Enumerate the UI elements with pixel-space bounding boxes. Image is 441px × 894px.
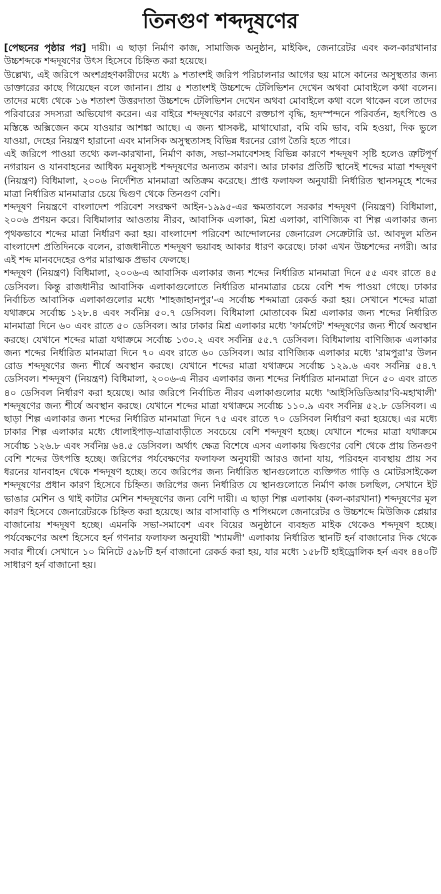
article-headline: তিনগুণ শব্দদূষণের [142,9,299,33]
paragraph-text: দায়ী। এ ছাড়া নির্মাণ কাজ, সামাজিক অনুষ্ঠান, মাইকিং, জেনারেটর এবং কল-কারখানার উচ্চশব্দকে শব্দদূষণের উৎস হিসেবে চিহ্নিত করা হয়েছে। [4,43,437,68]
continued-from-label: [পেছনের পৃষ্ঠার পর] [4,43,87,54]
article-body [4,42,437,572]
article-paragraph-1 [4,42,437,69]
article-paragraph-5: শব্দদূষণ (নিয়ন্ত্রণ) বিধিমালা, ২০০৬-এ আবাসিক এলাকার জন্য শব্দের নির্ধারিত মানমাত্রা দিনে ৫৫ এবং রাতে ৪৫ ডেসিবল। কিন্তু রাজধানীর আবাসিক এলাকাগুলোতে নির্ধারিত মানমাত্রার চেয়ে বেশি শব্দ পাওয়া গেছে। ঢাকার নির্বাচিত আবাসিক এলাকাগুলোর মধ্যে 'শাহজাহানপুর'-এ সর্বোচ্চ শব্দমাত্রা রেকর্ড করা হয়। সেখানে শব্দের মাত্রা যথাক্রমে সর্বোচ্চ ১২৮.৪ এবং সর্বনিম্ন ৫০.৭ ডেসিবল। বিধিমালা মোতাবেক মিশ্র এলাকার জন্য শব্দের নির্ধারিত মানমাত্রা দিনে ৬০ এবং রাতে ৫০ ডেসিবল। আর ঢাকার মিশ্র এলাকার মধ্যে 'ফার্মগেট' শব্দদূষণের জন্য শীর্ষে অবস্থান করছে। যেখানে শব্দের মাত্রা যথাক্রমে সর্বোচ্চ ১৩০.২ এবং সর্বনিম্ন ৫৫.৭ ডেসিবল। বিধিমালায় বাণিজ্যিক এলাকার জন্য শব্দের নির্ধারিত মানমাত্রা দিনে ৭০ এবং রাতে ৬০ ডেসিবল। আর বাণিজ্যিক এলাকার মধ্যে 'রামপুরা'র উলন রোড শব্দদূষণের জন্য শীর্ষে অবস্থান করছে। যেখানে শব্দের মাত্রা যথাক্রমে সর্বোচ্চ ১২৯.৬ এবং সর্বনিম্ন ৫৪.৭ ডেসিবল। শব্দদূষণ (নিয়ন্ত্রণ) বিধিমালা, ২০০৬-এ নীরব এলাকার জন্য শব্দের নির্ধারিত মানমাত্রা দিনে ৫০ এবং রাতে ৪০ ডেসিবল নির্ধারণ করা হয়েছে। আর জরিপে নির্বাচিত নীরব এলাকাগুলোর মধ্যে 'আইসিডিডিআর'বি-মহাখালী' শব্দদূষণের জন্য শীর্ষে অবস্থান করছে। যেখানে শব্দের মাত্রা যথাক্রমে সর্বোচ্চ ১১০.৯ এবং সর্বনিম্ন ৫২.৮ ডেসিবল। এ ছাড়া শিল্প এলাকার জন্য শব্দের নির্ধারিত মানমাত্রা দিনে ৭৫ এবং রাতে ৭০ ডেসিবল নির্ধারণ করা হয়েছে। এর মধ্যে ঢাকার শিল্প এলাকার মধ্যে ধোলাইপাড়-যাত্রাবাড়ীতে সবচেয়ে বেশি শব্দদূষণ হচ্ছে। যেখানে শব্দের মাত্রা যথাক্রমে সর্বোচ্চ ১২৬.৮ এবং সর্বনিম্ন ৬৪.৫ ডেসিবল। অর্থাৎ ক্ষেত্র বিশেষে এসব এলাকায় দ্বিগুণের বেশি থেকে প্রায় তিনগুণ বেশি শব্দের উৎপত্তি হচ্ছে। জরিপের পর্যবেক্ষণের ফলাফল অনুযায়ী আরও জানা যায়, পরিবহন ব্যবস্থায় প্রায় সব ধরনের যানবাহন থেকে শব্দদূষণ হচ্ছে। তবে জরিপের জন্য নির্ধারিত স্থানগুলোতে ব্যক্তিগত গাড়ি ও মোটরসাইকেল শব্দদূষণের প্রধান কারণ হিসেবে চিহ্নিত। জরিপের জন্য নির্ধারিত যে স্থানগুলোতে নির্মাণ কাজ চলছিল, সেখানে ইট ভাঙার মেশিন ও থাই কাটার মেশিন শব্দদূষণের জন্য বেশি দায়ী। এ ছাড়া শিল্প এলাকায় (কল-কারখানা) শব্দদূষণের মূল কারণ হিসেবে জেনারেটরকে চিহ্নিত করা হয়েছে। আর বাসাবাড়ি ও শপিংমলে জেনারেটর ও উচ্চশব্দে মিউজিক প্লেয়ার বাজানোয় শব্দদূষণ হচ্ছে। এমনকি সভা-সমাবেশ এবং বিয়ের অনুষ্ঠানে ব্যবহৃত মাইক থেকেও শব্দদূষণ হচ্ছে। পর্যবেক্ষণের অংশ হিসেবে হর্ন গণনার ফলাফল অনুযায়ী 'শ্যামলী' এলাকায় নির্ধারিত স্থানটি হর্ন বাজানোর দিক থেকে সবার শীর্ষে। সেখানে ১০ মিনিটে ৫৯৮টি হর্ন বাজানো রেকর্ড করা হয়, যার মধ্যে ১৫৮টি হাইড্রোলিক হর্ন এবং ৪৪০টি সাধারণ হর্ন বাজানো হয়। [4,268,437,571]
article-paragraph-3: এই জরিপে পাওয়া তথ্যে কল-কারখানা, নির্মাণ কাজ, সভা-সমাবেশসহ বিভিন্ন কারণে শব্দদূষণ সৃষ্টি হলেও ত্রুটিপূর্ণ নগরায়ন ও যানবাহনের আধিক্য মনুষ্যসৃষ্ট শব্দদূষণের অন্যতম কারণ। আর ঢাকার প্রতিটি স্থানেই শব্দের মাত্রা শব্দদূষণ (নিয়ন্ত্রণ) বিধিমালা, ২০০৬ নির্দেশিত মানমাত্রা অতিক্রম করেছে। প্রাপ্ত ফলাফল অনুযায়ী নির্ধারিত স্থানসমূহে শব্দের মাত্রা নির্ধারিত মানমাত্রার চেয়ে দ্বিগুণ থেকে তিনগুণ বেশি। [4,149,437,200]
article-page [0,6,441,894]
article-paragraph-2: উল্লেখ্য, এই জরিপে অংশগ্রহণকারীদের মধ্যে ৯ শতাংশই জরিপ পরিচালনার আগের ছয় মাসে কানের অসুস্থতার জন্য ডাক্তারের কাছে গিয়েছেন বলে জানান। প্রায় ৫ শতাংশই উচ্চশব্দে টেলিভিশন দেখেন অথবা মোবাইলে কথা বলেন। তাদের মধ্যে থেকে ১৬ শতাংশ উত্তরদাতা উচ্চশব্দে টেলিভিশন দেখেন অথবা মোবাইলে কথা বলে থাকেন বলে তাদের পরিবারের সদস্যরা অভিযোগ করেন। এর বাইরে শব্দদূষণের কারণে রক্তচাপ বৃদ্ধি, হৃদস্পন্দনে পরিবর্তন, হৃৎপিণ্ডে ও মস্তিষ্কে অক্সিজেন কমে যাওয়ার আশঙ্কা আছে। এ জন্য শ্বাসকষ্ট, মাথাঘোরা, বমি বমি ভাব, বমি হওয়া, দিক ভুলে যাওয়া, দেহের নিয়ন্ত্রণ হারানো এবং মানসিক অসুস্থতাসহ বিভিন্ন ধরনের রোগ তৈরি হতে পারে। [4,69,437,147]
article-paragraph-4: শব্দদূষণ নিয়ন্ত্রণে বাংলাদেশ পরিবেশ সংরক্ষণ আইন-১৯৯৫-এর ক্ষমতাবলে সরকার শব্দদূষণ (নিয়ন্ত্রণ) বিধিমালা, ২০০৬ প্রণয়ন করে। বিধিমালার আওতায় নীরব, আবাসিক এলাকা, মিশ্র এলাকা, বাণিজ্যিক বা শিল্প এলাকার জন্য পৃথকভাবে শব্দের মাত্রা নির্ধারণ করা হয়। বাংলাদেশ পরিবেশ আন্দোলনের জেনারেল সেক্রেটারি ডা. আবদুল মতিন বাংলাদেশ প্রতিদিনকে বলেন, রাজধানীতে শব্দদূষণ ভয়াবহ আকার ধারণ করেছে। ঢাকা এখন উচ্চশব্দের নগরী। আর এই শব্দ মানবদেহের ওপর মারাত্মক প্রভাব ফেলছে। [4,202,437,266]
